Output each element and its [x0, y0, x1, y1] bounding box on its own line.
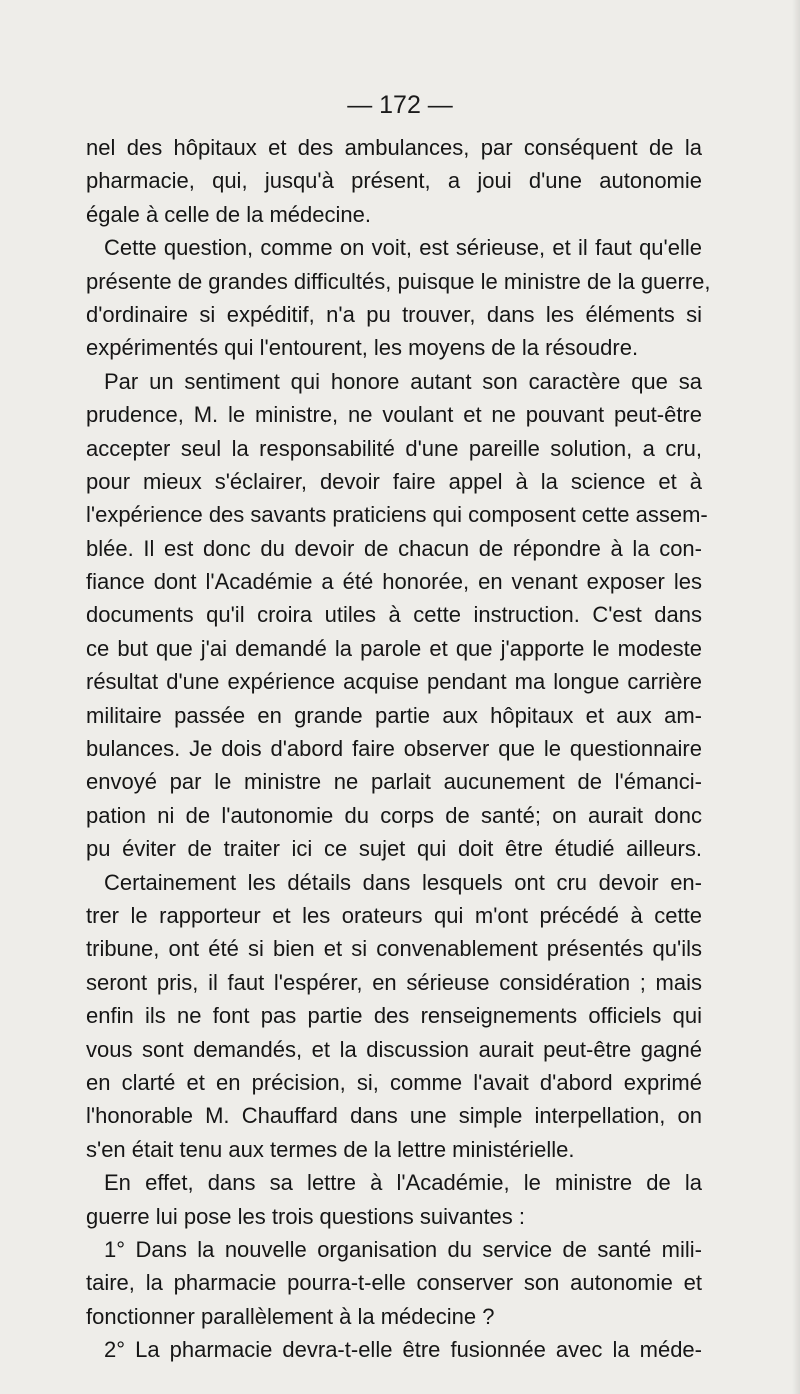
text-line: En effet, dans sa lettre à l'Académie, le ministre de la — [104, 1170, 702, 1196]
text-line: bulances. Je dois d'abord faire observer que le questionnaire — [86, 736, 702, 762]
text-line: taire, la pharmacie pourra-t-elle conserver son autonomie et — [86, 1270, 702, 1296]
text-line: résultat d'une expérience acquise pendant ma longue carrière — [86, 669, 702, 695]
text-line: d'ordinaire si expéditif, n'a pu trouver, dans les éléments si — [86, 301, 702, 327]
text-line: accepter seul la responsabilité d'une pareille solution, a cru, — [86, 435, 702, 461]
text-line: Certainement les détails dans lesquels ont cru devoir en- — [104, 869, 702, 895]
body-text — [86, 131, 711, 1366]
text-line: l'honorable M. Chauffard dans une simple interpellation, on — [86, 1103, 702, 1129]
text-line: seront pris, il faut l'espérer, en sérieuse considération ; mais — [86, 969, 702, 995]
text-line: pu éviter de traiter ici ce sujet qui doit être étudié ailleurs. — [86, 836, 702, 862]
text-line: documents qu'il croira utiles à cette instruction. C'est dans — [86, 602, 702, 628]
text-line: prudence, M. le ministre, ne voulant et ne pouvant peut-être — [86, 402, 702, 428]
text-line: s'en était tenu aux termes de la lettre ministérielle. — [86, 1136, 575, 1162]
text-line: fonctionner parallèlement à la médecine ? — [86, 1303, 495, 1329]
text-line: présente de grandes difficultés, puisque le ministre de la guerre, — [86, 268, 711, 294]
text-line: trer le rapporteur et les orateurs qui m'ont précédé à cette — [86, 902, 702, 928]
text-line: en clarté et en précision, si, comme l'avait d'abord exprimé — [86, 1069, 702, 1095]
text-line: pation ni de l'autonomie du corps de santé; on aurait donc — [86, 802, 702, 828]
text-line: Par un sentiment qui honore autant son caractère que sa — [104, 368, 702, 394]
text-line: pour mieux s'éclairer, devoir faire appel à la science et à — [86, 468, 702, 494]
text-line: enfin ils ne font pas partie des renseignements officiels qui — [86, 1003, 702, 1029]
text-line: militaire passée en grande partie aux hôpitaux et aux am- — [86, 702, 702, 728]
text-line: tribune, ont été si bien et si convenablement présentés qu'ils — [86, 936, 702, 962]
text-line: pharmacie, qui, jusqu'à présent, a joui d'une autonomie — [86, 168, 702, 194]
text-line: guerre lui pose les trois questions suivantes : — [86, 1203, 526, 1229]
text-line: Cette question, comme on voit, est sérieuse, et il faut qu'elle — [104, 235, 702, 261]
text-line: égale à celle de la médecine. — [86, 201, 371, 227]
page-number: — 172 — — [347, 91, 453, 119]
text-line: ce but que j'ai demandé la parole et que j'apporte le modeste — [86, 635, 702, 661]
text-line: fiance dont l'Académie a été honorée, en venant exposer les — [86, 569, 702, 595]
text-line: 1° Dans la nouvelle organisation du service de santé mili- — [104, 1236, 702, 1262]
text-line: expérimentés qui l'entourent, les moyens de la résoudre. — [86, 335, 639, 361]
text-line: nel des hôpitaux et des ambulances, par conséquent de la — [86, 135, 702, 160]
text-line: l'expérience des savants praticiens qui composent cette assem- — [86, 502, 708, 528]
text-line: 2° La pharmacie devra-t-elle être fusionnée avec la méde- — [104, 1337, 702, 1363]
text-line: envoyé par le ministre ne parlait aucunement de l'émanci- — [86, 769, 702, 795]
text-line: blée. Il est donc du devoir de chacun de répondre à la con- — [86, 535, 702, 561]
text-line: vous sont demandés, et la discussion aurait peut-être gagné — [86, 1036, 702, 1062]
